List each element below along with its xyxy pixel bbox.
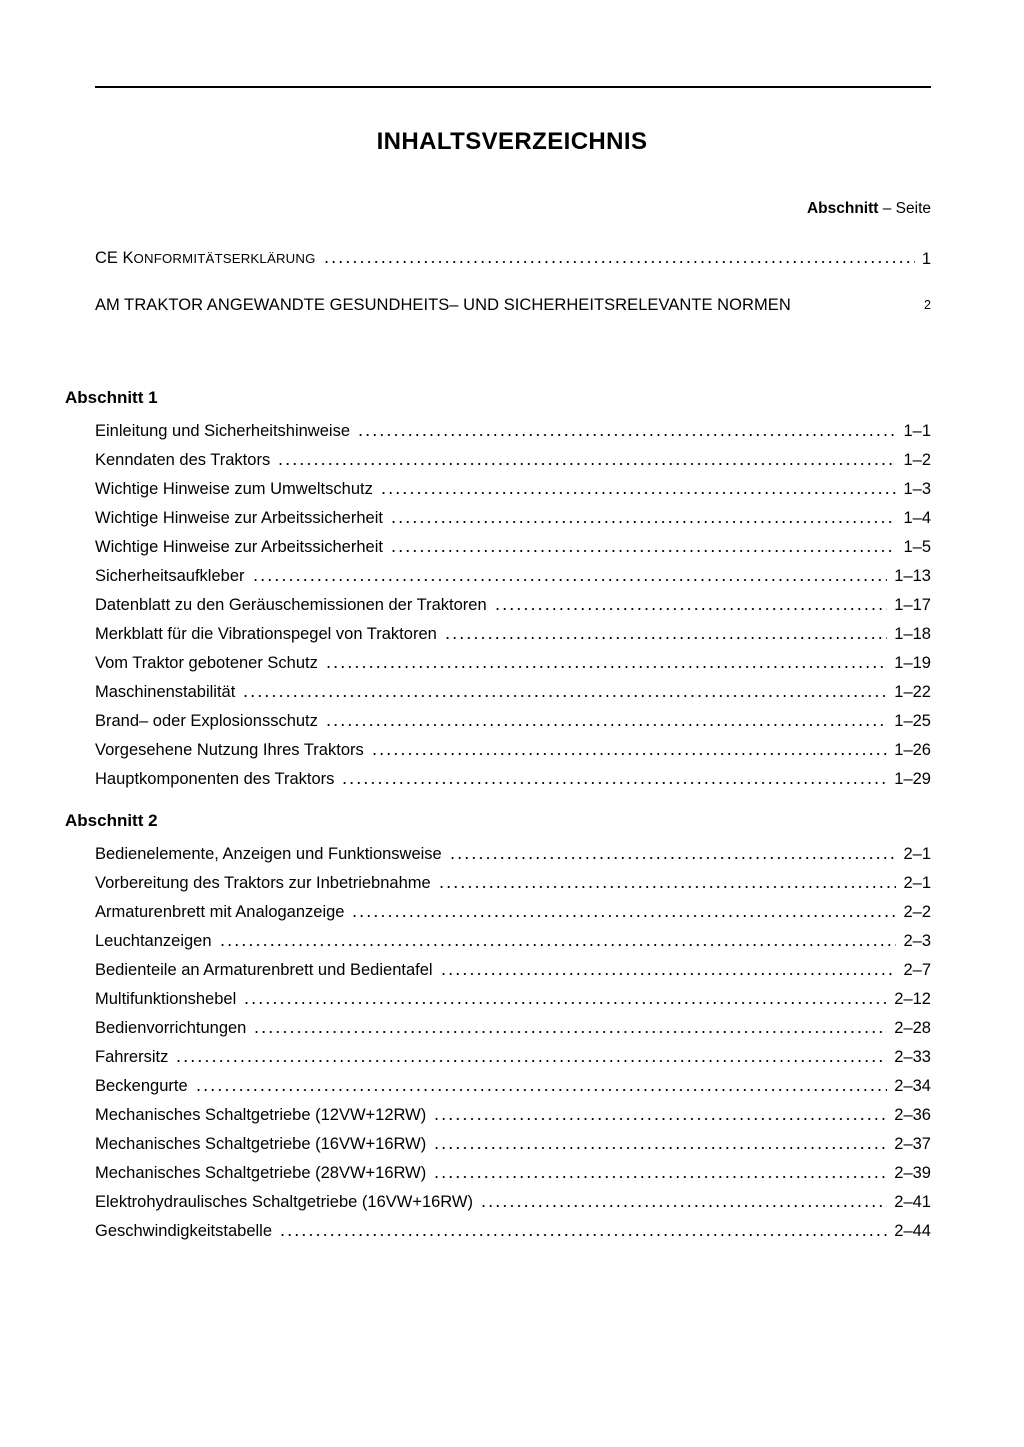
front-entry-label (95, 248, 323, 269)
toc-entry-page-number: 2–41 (894, 1192, 931, 1211)
toc-entry-label: Bedienteile an Armaturenbrett und Bedientafel (95, 960, 433, 979)
toc-entry[interactable] (95, 897, 931, 926)
toc-entry[interactable] (95, 561, 931, 590)
page-title: INHALTSVERZEICHNIS (376, 128, 648, 155)
toc-entry[interactable] (95, 590, 931, 619)
toc-entry-label: Wichtige Hinweise zur Arbeitssicherheit (95, 537, 383, 556)
section-heading-1: Abschnitt 1 (65, 388, 158, 407)
toc-entry[interactable] (95, 677, 931, 706)
toc-entry-label: Wichtige Hinweise zur Arbeitssicherheit (95, 508, 383, 527)
toc-entry[interactable] (95, 955, 931, 984)
column-header-section-label: Abschnitt (806, 200, 879, 217)
toc-entry-page-number: 2–34 (894, 1076, 931, 1095)
dot-leader (438, 876, 897, 890)
toc-entry-page-number: 1–29 (894, 769, 931, 788)
dot-leader (219, 934, 897, 948)
dot-leader (494, 598, 888, 612)
toc-entry-page-number: 2–33 (894, 1047, 931, 1066)
toc-entry-page-number: 2–1 (903, 873, 931, 892)
front-entry-label: AM TRAKTOR ANGEWANDTE GESUNDHEITS– UND SICHERHEITSRELEVANTE NORMEN (95, 296, 791, 314)
dot-leader (341, 772, 887, 786)
toc-entry-label: Wichtige Hinweise zum Umweltschutz (95, 479, 373, 498)
toc-entry-page-number: 2–12 (894, 989, 931, 1008)
toc-entry-label: Beckengurte (95, 1076, 188, 1095)
toc-entry-page-number: 1–5 (903, 537, 931, 556)
front-entry-safety-standards[interactable] (95, 295, 931, 315)
toc-entry-page-number: 2–39 (894, 1163, 931, 1182)
dot-leader (351, 905, 896, 919)
toc-entry-label: Kenndaten des Traktors (95, 450, 271, 469)
toc-entry[interactable] (95, 503, 931, 532)
toc-entry-label: Bedienelemente, Anzeigen und Funktionsweise (95, 844, 442, 863)
toc-entry-page-number: 1–17 (894, 595, 931, 614)
column-header (807, 200, 931, 218)
toc-entry-label: Hauptkomponenten des Traktors (95, 769, 335, 788)
dot-leader (357, 424, 896, 438)
toc-entry-page-number: 1–2 (903, 450, 931, 469)
toc-entry-page-number: 2–37 (894, 1134, 931, 1153)
toc-entry-label: Brand– oder Explosionsschutz (95, 711, 318, 730)
toc-entry-label: Vorbereitung des Traktors zur Inbetriebnahme (95, 873, 431, 892)
toc-entry[interactable] (95, 984, 931, 1013)
toc-entry-label: Mechanisches Schaltgetriebe (16VW+16RW) (95, 1134, 427, 1153)
dot-leader (449, 847, 897, 861)
toc-entry-label: Vorgesehene Nutzung Ihres Traktors (95, 740, 364, 759)
toc-entry[interactable] (95, 532, 931, 561)
dot-leader (390, 540, 897, 554)
dot-leader (440, 963, 897, 977)
toc-entry-label: Einleitung und Sicherheitshinweise (95, 421, 350, 440)
dot-leader (323, 250, 915, 266)
toc-entry[interactable] (95, 1216, 931, 1245)
toc-entry-label: Multifunktionshebel (95, 989, 237, 1008)
toc-entry[interactable] (95, 1158, 931, 1187)
toc-entry-page-number: 2–3 (903, 931, 931, 950)
dot-leader (380, 482, 897, 496)
toc-entry-page-number: 1–1 (903, 421, 931, 440)
toc-entry-page-number: 2–7 (903, 960, 931, 979)
toc-entry-label: Mechanisches Schaltgetriebe (12VW+12RW) (95, 1105, 427, 1124)
dot-leader (279, 1224, 887, 1238)
toc-entry-label: Elektrohydraulisches Schaltgetriebe (16VW+16RW) (95, 1192, 473, 1211)
toc-entry-label: Sicherheitsaufkleber (95, 566, 245, 585)
dot-leader (243, 992, 887, 1006)
dot-leader-spacer (798, 296, 917, 312)
toc-entry-page-number: 1–3 (903, 479, 931, 498)
toc-entry-label: Maschinenstabilität (95, 682, 236, 701)
column-header-page-label: – Seite (882, 200, 931, 217)
dot-leader (433, 1137, 887, 1151)
toc-entry-label: Merkblatt für die Vibrationspegel von Traktoren (95, 624, 437, 643)
toc-entry-page-number: 1–19 (894, 653, 931, 672)
dot-leader (371, 743, 888, 757)
dot-leader (325, 714, 887, 728)
toc-entry-label: Datenblatt zu den Geräuschemissionen der Traktoren (95, 595, 487, 614)
toc-entry-label: Bedienvorrichtungen (95, 1018, 247, 1037)
dot-leader (433, 1108, 887, 1122)
toc-entry[interactable] (95, 1187, 931, 1216)
dot-leader (242, 685, 887, 699)
toc-entry[interactable] (95, 926, 931, 955)
dot-leader (390, 511, 897, 525)
front-entry-label-prefix: CE (95, 249, 123, 267)
toc-entry-page-number: 2–2 (903, 902, 931, 921)
front-entry-label-smallcaps-rest: ONFORMITÄTSERKLÄRUNG (133, 251, 316, 266)
toc-entry-page-number: 1–26 (894, 740, 931, 759)
toc-entry-page-number: 2–36 (894, 1105, 931, 1124)
toc-entry-label: Mechanisches Schaltgetriebe (28VW+16RW) (95, 1163, 427, 1182)
dot-leader (175, 1050, 887, 1064)
front-entry-page-number: 1 (921, 250, 931, 268)
toc-entry[interactable] (95, 1013, 931, 1042)
toc-entry[interactable] (95, 1071, 931, 1100)
toc-entry[interactable] (95, 1100, 931, 1129)
toc-entry-page-number: 2–28 (894, 1018, 931, 1037)
front-entry-label-smallcaps-initial: K (122, 249, 134, 267)
dot-leader (325, 656, 887, 670)
toc-entry-label: Armaturenbrett mit Analoganzeige (95, 902, 345, 921)
toc-entry[interactable] (95, 1129, 931, 1158)
toc-entry-page-number: 1–18 (894, 624, 931, 643)
dot-leader (253, 1021, 887, 1035)
toc-entry[interactable] (95, 619, 931, 648)
toc-entry[interactable] (95, 868, 931, 897)
dot-leader (444, 627, 887, 641)
dot-leader (433, 1166, 887, 1180)
toc-entry[interactable] (95, 1042, 931, 1071)
header-divider-rule (95, 86, 931, 88)
toc-entry-label: Fahrersitz (95, 1047, 169, 1066)
dot-leader (480, 1195, 887, 1209)
toc-entry[interactable] (95, 764, 931, 793)
toc-entry-page-number: 2–1 (903, 844, 931, 863)
dot-leader (252, 569, 888, 583)
dot-leader (277, 453, 896, 467)
dot-leader (195, 1079, 888, 1093)
toc-entry[interactable] (95, 474, 931, 503)
section-entries-2 (95, 839, 931, 1245)
section-heading-2: Abschnitt 2 (65, 811, 158, 830)
toc-entry-page-number: 2–44 (894, 1221, 931, 1240)
toc-entry-label: Geschwindigkeitstabelle (95, 1221, 273, 1240)
toc-entry-page-number: 1–22 (894, 682, 931, 701)
toc-entry-label: Leuchtanzeigen (95, 931, 212, 950)
toc-entry-page-number: 1–4 (903, 508, 931, 527)
toc-entry[interactable] (95, 735, 931, 764)
toc-entry[interactable] (95, 839, 931, 868)
toc-entry-page-number: 1–13 (894, 566, 931, 585)
toc-entry-page-number: 1–25 (894, 711, 931, 730)
toc-entry[interactable] (95, 648, 931, 677)
toc-entry[interactable] (95, 706, 931, 735)
front-entry-page-number: 2 (924, 298, 931, 312)
toc-entry[interactable] (95, 445, 931, 474)
toc-entry[interactable] (95, 416, 931, 445)
section-entries-1 (95, 416, 931, 793)
toc-entry-label: Vom Traktor gebotener Schutz (95, 653, 318, 672)
front-entry-ce-declaration[interactable] (95, 248, 931, 269)
